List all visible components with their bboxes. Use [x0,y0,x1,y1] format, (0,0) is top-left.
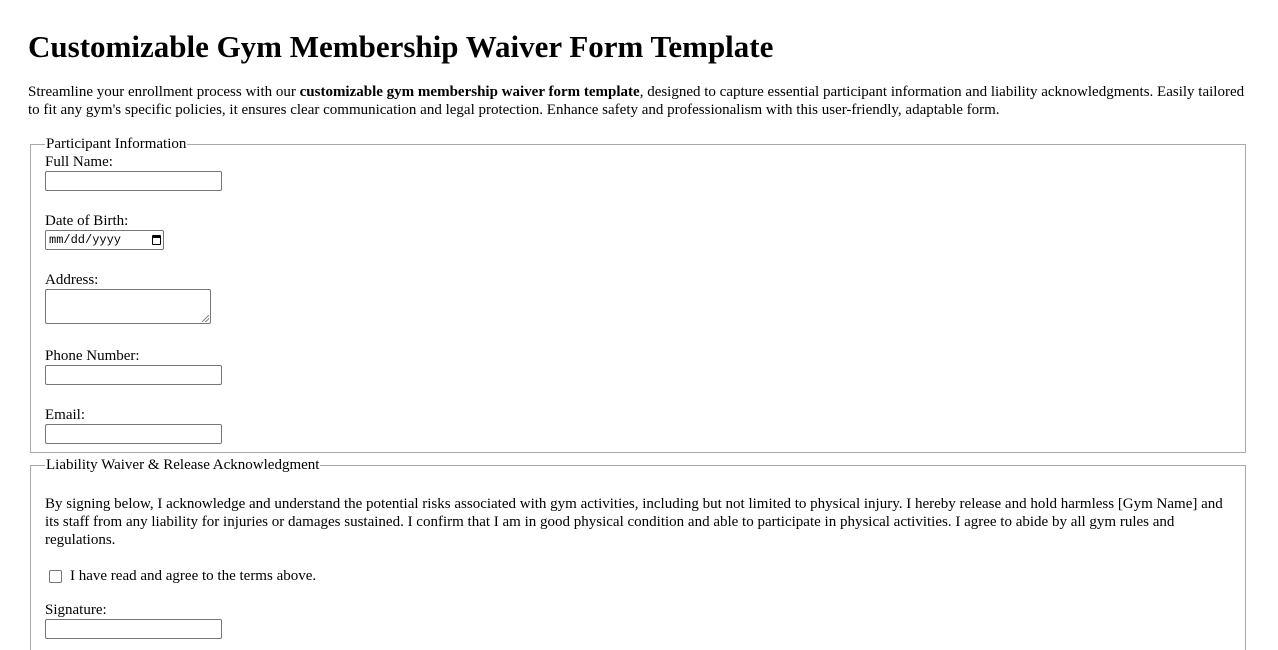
date-of-birth-placeholder: mm/dd/yyyy [49,233,122,247]
intro-text-end: , designed to capture essential participant information and liability acknowledgments. Easily tailored to fit any gym's specific policies, it ensures clear communication and legal protection. Enhance safety and professionalism with this user-friendly, adaptable form. [28,84,1245,118]
waiver-text: By signing below, I acknowledge and understand the potential risks associated with gym activities, including but not limited to physical injury. I hereby release and hold harmless [Gym Name] and its staff from any liability for injuries or damages sustained. I confirm that I am in good physical condition and able to participate in physical activities. I agree to abide by all gym rules and regulations. [45,496,1223,548]
intro-text-bold: customizable gym membership waiver form template [299,84,640,100]
phone-number-input[interactable] [45,365,222,385]
phone-number-label: Phone Number: [45,348,140,364]
date-of-birth-input[interactable] [45,230,164,250]
intro-text-start: Streamline your enrollment process with our [28,84,300,100]
date-of-birth-label: Date of Birth: [45,213,129,229]
email-input[interactable] [45,424,222,444]
resize-grip-icon[interactable] [202,315,209,322]
intro-paragraph [28,83,1248,119]
page-title: Customizable Gym Membership Waiver Form Template [28,29,774,64]
liability-waiver-legend: Liability Waiver & Release Acknowledgment [46,457,320,473]
participant-information-legend: Participant Information [46,136,187,152]
agree-row [45,567,1231,585]
calendar-icon[interactable] [152,235,161,245]
signature-input[interactable] [45,619,222,639]
liability-waiver-fieldset [30,456,1246,650]
full-name-input[interactable] [45,171,222,191]
full-name-label: Full Name: [45,154,113,170]
signature-label: Signature: [45,602,107,618]
participant-information-fieldset [30,135,1246,453]
email-label: Email: [45,407,85,423]
agree-label[interactable]: I have read and agree to the terms above. [70,568,317,584]
address-label: Address: [45,272,99,288]
agree-checkbox[interactable] [49,570,62,583]
address-textarea[interactable] [45,289,211,324]
